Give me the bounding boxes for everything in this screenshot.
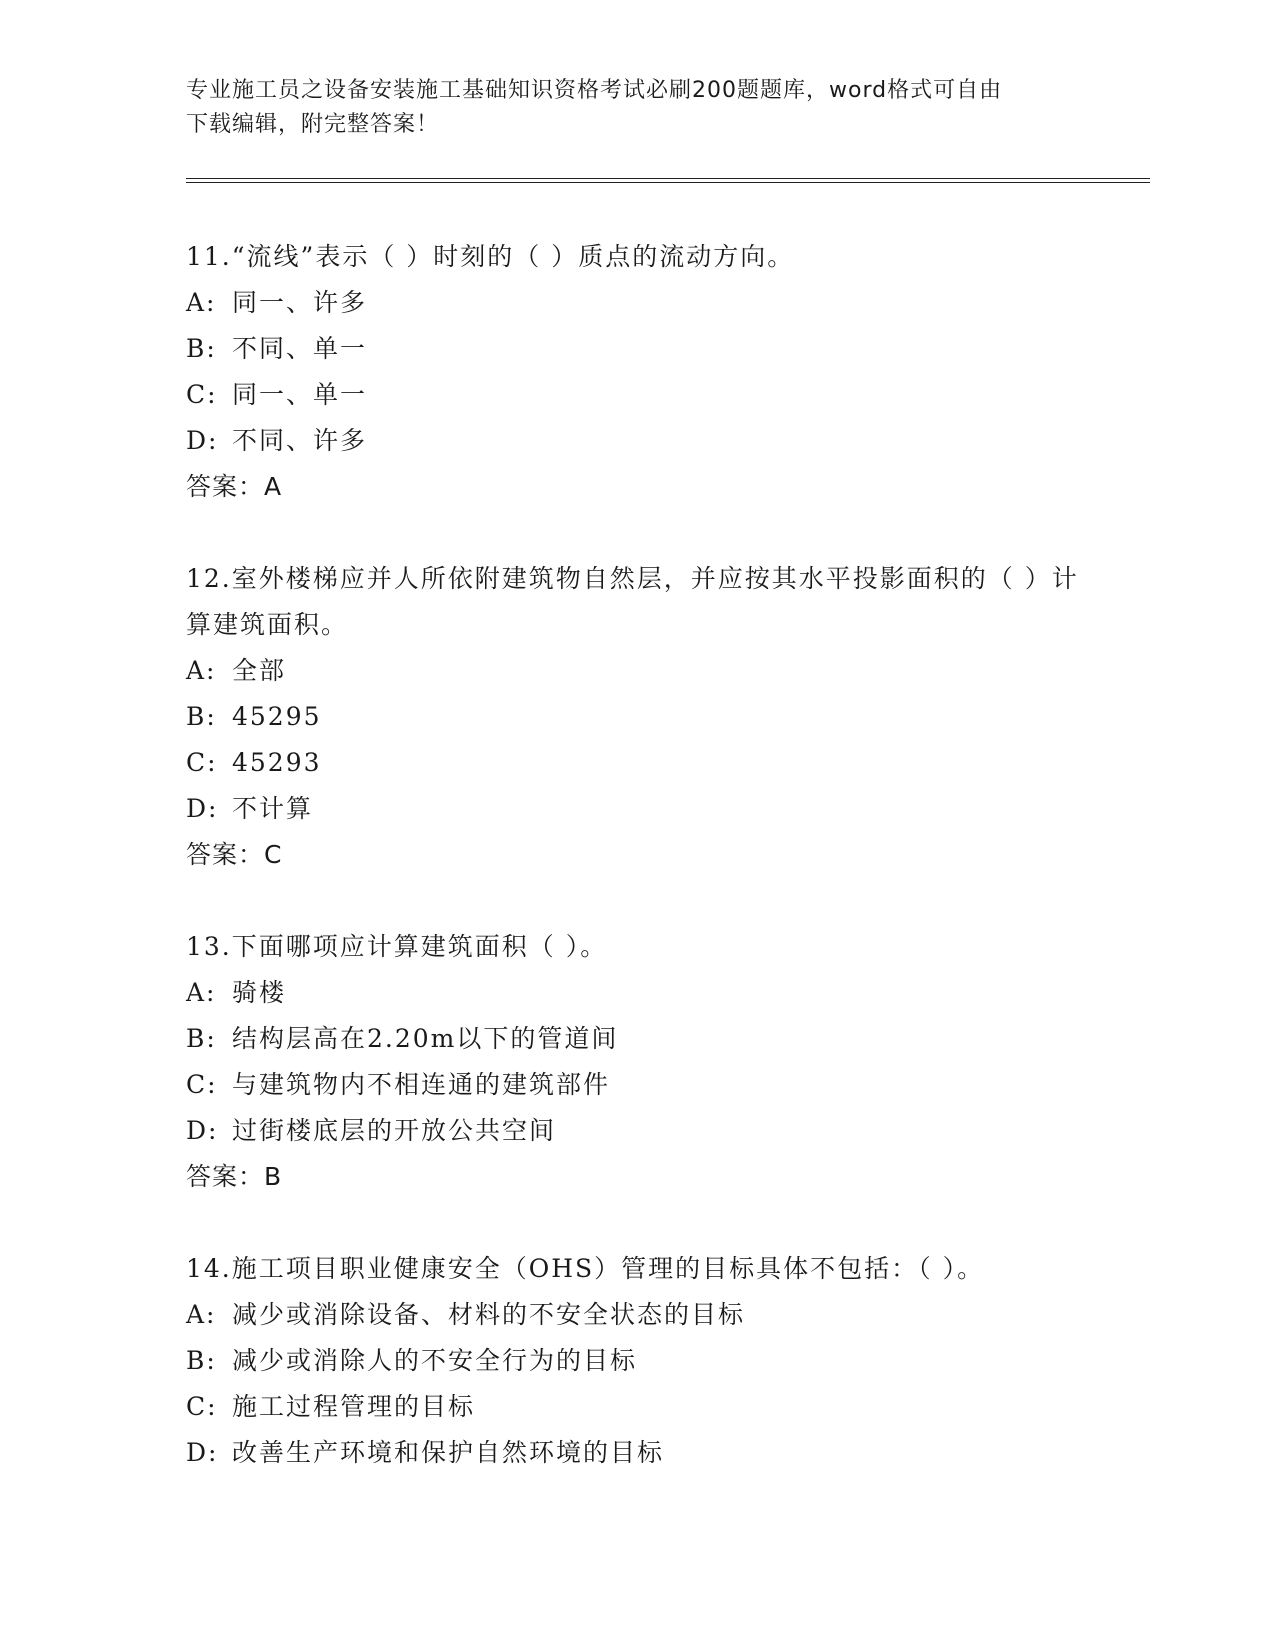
answer-line: 答案：A	[186, 472, 283, 501]
option-text: 减少或消除设备、材料的不安全状态的目标	[232, 1300, 746, 1329]
option-b	[186, 1016, 1086, 1062]
option-text: 45293	[232, 748, 322, 777]
option-text: 骑楼	[232, 978, 287, 1007]
answer-line: 答案：B	[186, 1162, 283, 1191]
option-text: 减少或消除人的不安全行为的目标	[232, 1346, 638, 1375]
option-text: 改善生产环境和保护自然环境的目标	[232, 1438, 665, 1467]
option-b	[186, 326, 1086, 372]
option-d	[186, 786, 1086, 832]
option-label: C:	[186, 1392, 218, 1421]
option-text: 结构层高在2.20m以下的管道间	[232, 1024, 619, 1053]
option-c	[186, 1062, 1086, 1108]
option-d	[186, 418, 1086, 464]
option-label: A:	[186, 288, 217, 317]
option-label: D:	[186, 1438, 219, 1467]
question-12	[186, 556, 1086, 878]
question-11	[186, 234, 1086, 510]
option-label: C:	[186, 1070, 218, 1099]
question-stem: 14.施工项目职业健康安全（OHS）管理的目标具体不包括：（ ）。	[186, 1254, 985, 1283]
option-label: B:	[186, 702, 217, 731]
option-text: 45295	[232, 702, 322, 731]
option-label: D:	[186, 426, 219, 455]
option-c	[186, 372, 1086, 418]
option-d	[186, 1108, 1086, 1154]
option-label: B:	[186, 1024, 217, 1053]
option-text: 同一、单一	[232, 380, 368, 409]
option-label: A:	[186, 978, 217, 1007]
option-text: 与建筑物内不相连通的建筑部件	[232, 1070, 611, 1099]
option-label: A:	[186, 1300, 217, 1329]
option-c	[186, 740, 1086, 786]
question-stem: 11.“流线”表示（ ）时刻的（ ）质点的流动方向。	[186, 242, 795, 271]
option-c	[186, 1384, 1086, 1430]
answer-line: 答案：C	[186, 840, 283, 869]
option-b	[186, 694, 1086, 740]
document-header	[186, 74, 1066, 142]
option-label: B:	[186, 334, 217, 363]
option-a	[186, 1292, 1086, 1338]
question-14	[186, 1246, 1086, 1476]
option-text: 全部	[232, 656, 287, 685]
question-stem: 13.下面哪项应计算建筑面积（ ）。	[186, 932, 608, 961]
option-label: D:	[186, 1116, 219, 1145]
option-text: 不计算	[232, 794, 314, 823]
option-text: 不同、单一	[232, 334, 368, 363]
option-d	[186, 1430, 1086, 1476]
option-text: 过街楼底层的开放公共空间	[232, 1116, 557, 1145]
option-label: B:	[186, 1346, 217, 1375]
option-a	[186, 280, 1086, 326]
option-label: C:	[186, 380, 218, 409]
option-a	[186, 648, 1086, 694]
header-title-line-1: 专业施工员之设备安装施工基础知识资格考试必刷200题题库，word格式可自由	[186, 78, 1003, 103]
option-text: 不同、许多	[232, 426, 368, 455]
question-list	[186, 234, 1086, 1522]
header-divider-top	[186, 178, 1150, 179]
option-label: D:	[186, 794, 219, 823]
question-13	[186, 924, 1086, 1200]
option-label: C:	[186, 748, 218, 777]
question-stem: 12.室外楼梯应并人所依附建筑物自然层，并应按其水平投影面积的（ ）计算建筑面积。	[186, 564, 1079, 639]
option-text: 同一、许多	[232, 288, 368, 317]
option-a	[186, 970, 1086, 1016]
option-b	[186, 1338, 1086, 1384]
header-divider-bottom	[186, 182, 1150, 183]
header-title-line-2: 下载编辑，附完整答案！	[186, 112, 440, 137]
option-text: 施工过程管理的目标	[232, 1392, 476, 1421]
option-label: A:	[186, 656, 217, 685]
